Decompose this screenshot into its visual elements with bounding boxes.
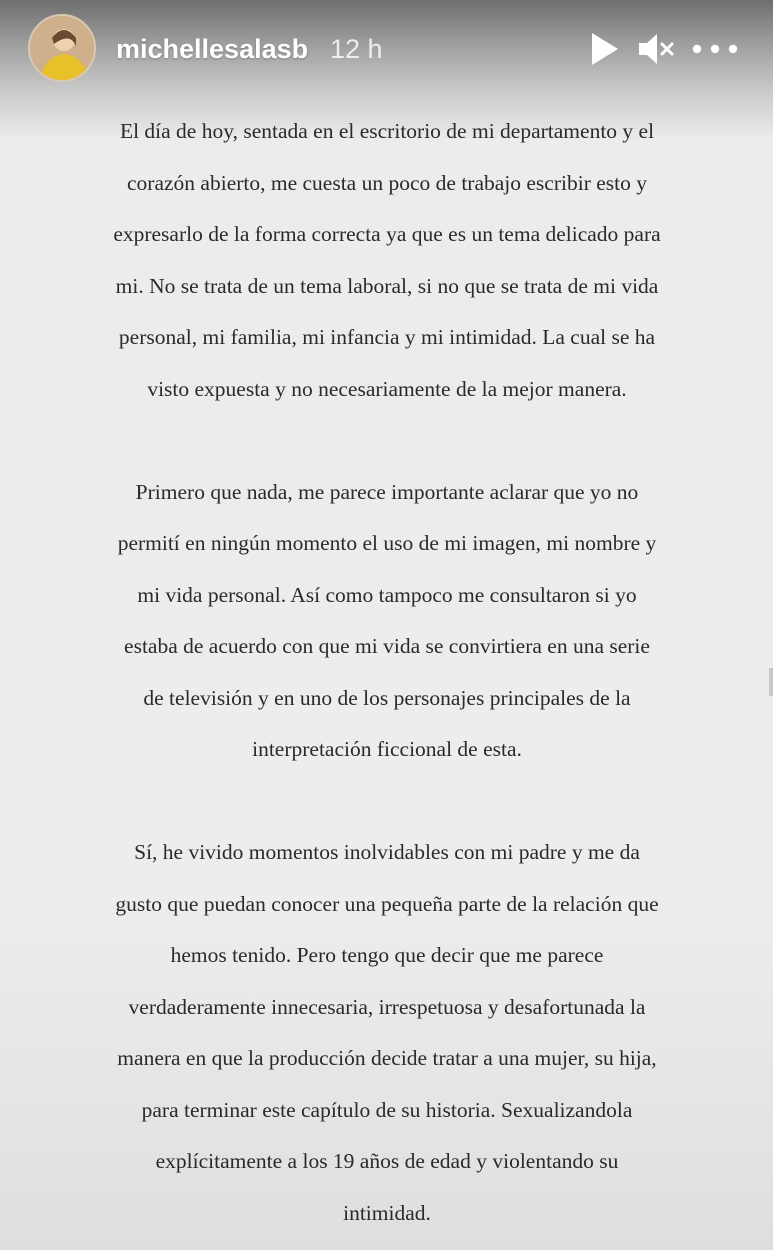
mute-button[interactable] xyxy=(636,30,676,68)
text-line: mi vida personal. Así como tampoco me consultaron si yo xyxy=(137,582,637,607)
text-line: intimidad. xyxy=(343,1200,431,1225)
text-line: visto expuesta y no necesariamente de la mejor manera. xyxy=(147,376,627,401)
text-line: personal, mi familia, mi infancia y mi intimidad. La cual se ha xyxy=(118,325,656,349)
post-time: 12 h xyxy=(330,34,383,64)
paragraph-2 xyxy=(72,467,702,776)
text-line: verdaderamente innecesaria, irrespetuosa y desafortunada la xyxy=(128,994,646,1019)
text-line: corazón abierto, me cuesta un poco de trabajo escribir esto y xyxy=(127,170,647,195)
text-line: mi. No se trata de un tema laboral, si no que se trata de mi vida xyxy=(115,273,659,298)
paragraph-3 xyxy=(72,827,702,1239)
play-icon xyxy=(588,30,622,68)
story-header xyxy=(0,0,773,100)
profile-avatar[interactable] xyxy=(28,14,96,82)
username[interactable]: michellesalasb xyxy=(116,34,309,64)
more-options-button[interactable] xyxy=(690,30,740,68)
edge-indicator xyxy=(769,668,773,696)
text-line: Primero que nada, me parece importante aclarar que yo no xyxy=(135,479,639,504)
paragraph-1 xyxy=(72,106,702,415)
text-line: para terminar este capítulo de su historia. Sexualizandola xyxy=(141,1097,633,1122)
text-line: El día de hoy, sentada en el escritorio de mi departamento y el xyxy=(119,119,655,143)
text-line: explícitamente a los 19 años de edad y violentando su xyxy=(155,1149,619,1173)
text-line: manera en que la producción decide tratar a una mujer, su hija, xyxy=(117,1046,657,1070)
statement-text xyxy=(72,106,702,1239)
text-line: estaba de acuerdo con que mi vida se convirtiera en una serie xyxy=(124,634,650,658)
muted-speaker-icon xyxy=(636,30,676,68)
text-line: expresarlo de la forma correcta ya que es un tema delicado para xyxy=(113,222,661,246)
text-line: de televisión y en uno de los personajes principales de la xyxy=(143,685,631,710)
text-line: permití en ningún momento el uso de mi imagen, mi nombre y xyxy=(117,531,657,555)
text-line: hemos tenido. Pero tengo que decir que me parece xyxy=(170,943,604,967)
text-line: interpretación ficcional de esta. xyxy=(252,737,522,761)
text-line: gusto que puedan conocer una pequeña parte de la relación que xyxy=(115,891,659,916)
avatar-image xyxy=(30,16,94,80)
text-line: Sí, he vivido momentos inolvidables con mi padre y me da xyxy=(134,840,640,864)
more-options-icon xyxy=(690,30,740,68)
play-button[interactable] xyxy=(588,30,622,68)
